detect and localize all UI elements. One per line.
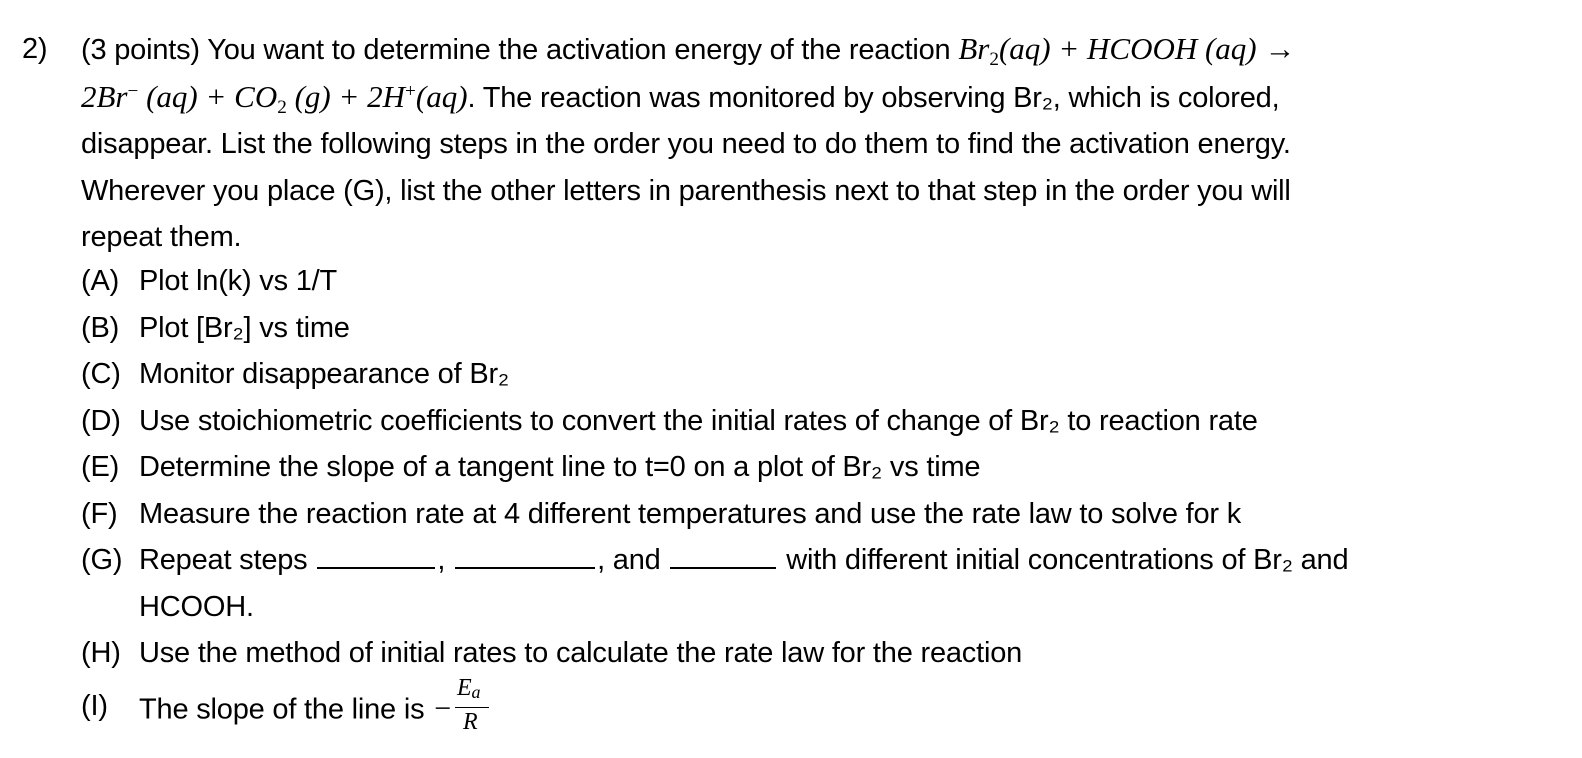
reaction-equation-reactants: $Br_2(aq)$ + HCOOH (aq) → — [958, 31, 1296, 71]
step-f — [81, 491, 1561, 538]
question-prompt — [81, 26, 1561, 261]
step-text: Determine the slope of a tangent line to t=0 on a plot of Br₂ vs time — [139, 451, 981, 483]
activation-energy-fraction — [455, 674, 489, 735]
prompt-line-5: repeat them. — [81, 221, 242, 253]
step-h — [81, 630, 1561, 677]
answer-blank-1[interactable] — [317, 539, 435, 569]
question-number: 2) — [22, 33, 48, 65]
fraction-numerator: $E_a$ — [456, 674, 481, 703]
step-i — [81, 674, 1561, 735]
step-letter: (D) — [81, 404, 121, 437]
minus-sign: − — [434, 692, 451, 726]
step-letter: (E) — [81, 451, 120, 483]
step-b — [81, 305, 1561, 352]
prompt-line-4: Wherever you place (G), list the other letters in parenthesis next to that step in the order you will — [81, 174, 1291, 207]
step-text: The slope of the line is − $\frac{E_a}{R}$ — [139, 683, 489, 739]
step-letter: (G) — [81, 544, 123, 576]
answer-blank-2[interactable] — [455, 539, 595, 569]
points-label: (3 points) — [81, 34, 200, 66]
reaction-equation-products: 2Br− $(aq) + CO_2$ (g) + 2H+(aq) — [81, 78, 468, 118]
step-e — [81, 444, 1561, 491]
step-text: Plot ln(k) vs 1/T — [139, 265, 338, 297]
prompt-line-2: 2Br− $(aq) + CO_2$ (g) + 2H+(aq). The reaction was monitored by observing Br₂, which is colored, — [81, 78, 1280, 118]
step-letter: (B) — [81, 311, 120, 344]
step-text: Measure the reaction rate at 4 different temperatures and use the rate law to solve for k — [139, 497, 1241, 530]
fraction-denominator: R — [462, 708, 478, 735]
answer-blank-3[interactable] — [670, 539, 776, 569]
step-letter: (C) — [81, 358, 121, 390]
step-letter: (F) — [81, 497, 118, 530]
prompt-line-1: (3 points) You want to determine the activation energy of the reaction $Br_2(aq)$ + HCOOH (aq) → — [81, 31, 1296, 71]
prompt-line-3: disappear. List the following steps in the order you need to do them to find the activation energy. — [81, 128, 1291, 160]
step-text: Use stoichiometric coefficients to convert the initial rates of change of Br₂ to reaction rate — [139, 404, 1258, 437]
step-text: Monitor disappearance of Br₂ — [139, 358, 509, 390]
step-c — [81, 351, 1561, 398]
step-text: Repeat steps , , and with different initial concentrations of Br₂ and — [139, 537, 1348, 584]
step-a — [81, 258, 1561, 305]
step-g — [81, 537, 1561, 630]
step-text: Use the method of initial rates to calculate the rate law for the reaction — [139, 637, 1023, 669]
step-text: Plot [Br₂] vs time — [139, 311, 350, 344]
step-d — [81, 398, 1561, 445]
steps-list — [81, 258, 1561, 735]
step-letter: (I) — [81, 689, 108, 722]
step-letter: (H) — [81, 637, 121, 669]
step-letter: (A) — [81, 265, 120, 297]
step-text-continued: HCOOH. — [139, 590, 254, 623]
